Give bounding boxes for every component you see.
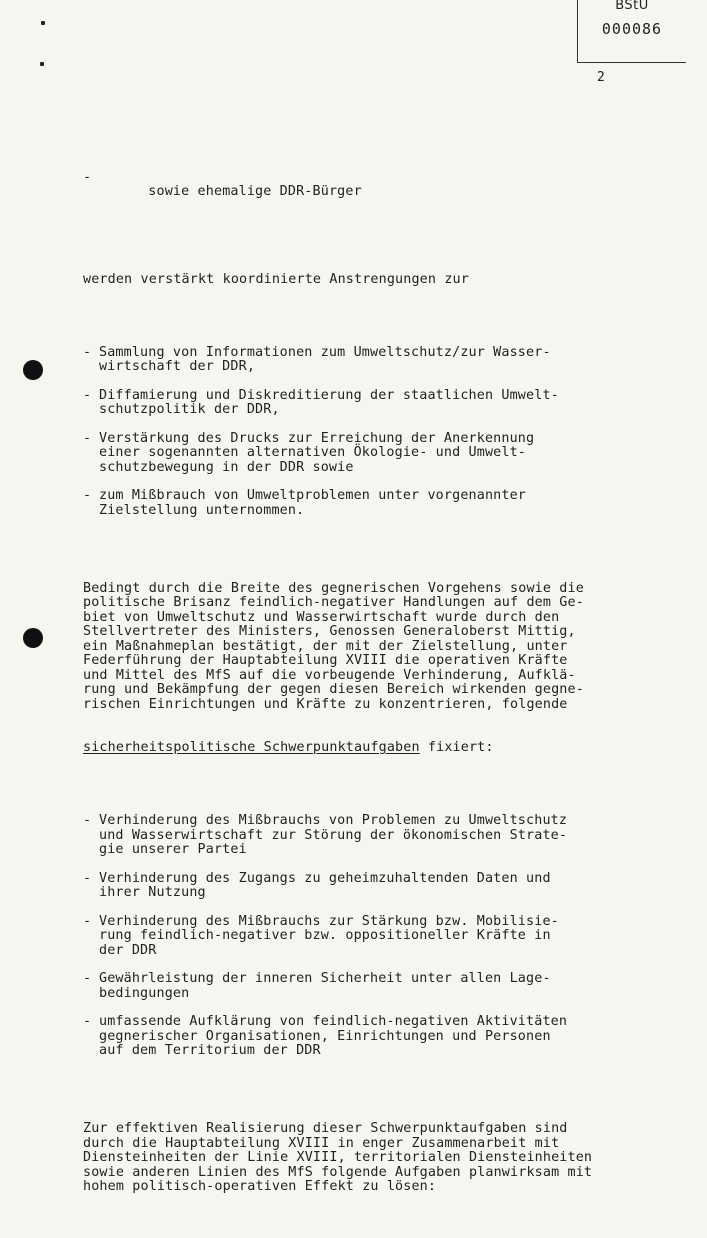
paragraph-line: politische Brisanz feindlich-negativer Handlungen auf dem Ge-: [83, 595, 584, 610]
stamp-label: BStU: [615, 0, 649, 13]
list-dash: -: [83, 430, 92, 446]
paragraph-line: rung und Bekämpfung der gegen diesen Bereich wirkenden gegne-: [83, 682, 584, 697]
paragraph-2: [83, 1122, 643, 1195]
list-item: [83, 1015, 643, 1059]
list-dash: -: [83, 813, 92, 828]
list-item-line: auf dem Territorium der DDR: [99, 1043, 321, 1058]
list-item-line: Sammlung von Informationen zum Umweltschutz/zur Wasser-: [99, 344, 551, 360]
list-item-line: Diffamierung und Diskreditierung der staatlichen Umwelt-: [99, 387, 559, 403]
paragraph-line: durch die Hauptabteilung XVIII in enger Zusammenarbeit mit: [83, 1135, 560, 1151]
list-dash: -: [83, 169, 92, 185]
list-item-line: und Wasserwirtschaft zur Störung der ökonomischen Strate-: [99, 827, 568, 843]
list-item-line: schutzpolitik der DDR,: [99, 402, 280, 417]
list-item: [83, 814, 643, 858]
list-dash: -: [83, 913, 92, 929]
purpose-list: [83, 346, 643, 519]
list-item-line: einer sogenannten alternativen Ökologie- und Umwelt-: [99, 445, 527, 460]
list-item: [83, 432, 643, 476]
list-item: [83, 346, 643, 375]
paragraph-line: und Mittel des MfS auf die vorbeugende Verhinderung, Aufklä-: [83, 667, 576, 683]
scan-speck: [40, 62, 44, 66]
list-item-line: Verstärkung des Drucks zur Erreichung der Anerkennung: [99, 430, 535, 446]
list-item-line: bedingungen: [99, 985, 190, 1001]
scan-speck: [41, 21, 45, 25]
list-item-line: Zielstellung unternommen.: [99, 502, 305, 518]
stamp-number: 000086: [601, 20, 663, 38]
list-item-line: zum Mißbrauch von Umweltproblemen unter vorgenannter: [99, 488, 527, 503]
paragraph-line: Stellvertreter des Ministers, Genossen Generaloberst Mittig,: [83, 624, 576, 639]
intro-item-text: sowie ehemalige DDR-Bürger: [148, 184, 362, 199]
paragraph-line: ein Maßnahmeplan bestätigt, der mit der Zielstellung, unter: [83, 638, 568, 654]
punch-hole: [23, 628, 43, 648]
paragraph-line: Bedingt durch die Breite des gegnerischen Vorgehens sowie die: [83, 580, 584, 596]
list-dash: -: [83, 1014, 92, 1029]
paragraph-1-last-line: [83, 741, 643, 756]
list-item-line: rung feindlich-negativer bzw. oppositioneller Kräfte in: [99, 928, 551, 943]
list-item: [83, 389, 643, 418]
paragraph-line: sowie anderen Linien des MfS folgende Aufgaben planwirksam mit: [83, 1164, 593, 1180]
punch-hole: [23, 360, 43, 380]
priority-task-list: [83, 814, 643, 1059]
list-item-line: Verhinderung des Zugangs zu geheimzuhaltenden Daten und: [99, 870, 551, 886]
list-item: [83, 489, 643, 518]
list-item-line: Verhinderung des Mißbrauchs von Problemen zu Umweltschutz: [99, 813, 568, 828]
list-dash: -: [83, 488, 92, 503]
list-item-line: der DDR: [99, 942, 157, 958]
list-dash: -: [83, 870, 92, 886]
list-item-line: wirtschaft der DDR,: [99, 359, 256, 374]
list-item-line: umfassende Aufklärung von feindlich-negativen Aktivitäten: [99, 1014, 568, 1029]
list-item: [83, 972, 643, 1001]
paragraph-1-last-rest: fixiert:: [419, 740, 494, 755]
paragraph-line: biet von Umweltschutz und Wasserwirtschaft wurde durch den: [83, 609, 560, 625]
list-item-line: ihrer Nutzung: [99, 885, 206, 900]
intro-lead: werden verstärkt koordinierte Anstrengungen zur: [83, 271, 469, 287]
paragraph-line: Federführung der Hauptabteilung XVIII die operativen Kräfte: [83, 653, 568, 668]
list-item-line: gegnerischer Organisationen, Einrichtungen und Personen: [99, 1028, 551, 1044]
document-body: [83, 127, 643, 1238]
list-dash: -: [83, 387, 92, 403]
list-item-line: gie unserer Partei: [99, 842, 247, 857]
list-dash: -: [83, 971, 92, 986]
paragraph-line: Diensteinheiten der Linie XVIII, territorialen Diensteinheiten: [83, 1150, 593, 1165]
paragraph-line: Zur effektiven Realisierung dieser Schwerpunktaufgaben sind: [83, 1121, 568, 1136]
list-item: [83, 915, 643, 959]
priority-tasks-underlined: sicherheitspolitische Schwerpunktaufgaben: [83, 740, 420, 755]
intro-list-item: [83, 171, 643, 215]
page-number: 2: [597, 70, 605, 85]
list-dash: -: [83, 344, 92, 360]
paragraph-line: rischen Einrichtungen und Kräfte zu konzentrieren, folgende: [83, 696, 568, 712]
list-item: [83, 872, 643, 901]
paragraph-line: hohem politisch-operativen Effekt zu lösen:: [83, 1179, 437, 1194]
list-item-line: schutzbewegung in der DDR sowie: [99, 459, 354, 475]
paragraph-1: [83, 582, 643, 713]
archive-stamp: [577, 0, 686, 63]
list-item-line: Verhinderung des Mißbrauchs zur Stärkung bzw. Mobilisie-: [99, 913, 559, 929]
list-item-line: Gewährleistung der inneren Sicherheit unter allen Lage-: [99, 971, 551, 986]
